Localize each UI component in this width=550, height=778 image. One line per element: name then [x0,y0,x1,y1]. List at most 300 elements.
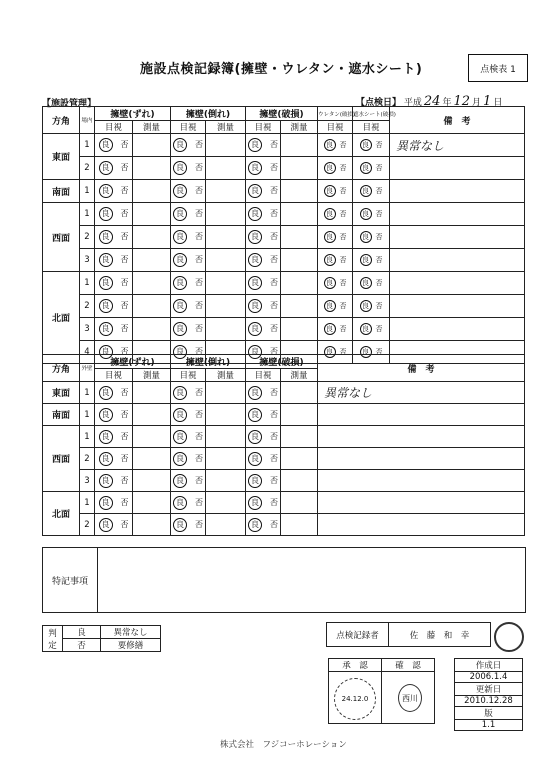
bad-option: 否 [195,278,204,287]
table-row [43,382,525,404]
row-number: 1 [80,203,95,226]
col-fall: 擁壁(倒れ) [171,107,246,121]
bad-option: 否 [195,475,204,485]
circled-good-mark: 良 [173,518,187,532]
circled-good-mark: 良 [173,345,187,359]
col-shift: 擁壁(ずれ) [95,355,171,369]
bad-option: 否 [270,301,279,310]
damage-measure-cell [281,448,318,470]
fall-visual-cell [171,514,206,536]
circled-good-mark: 良 [248,345,262,359]
fall-visual-cell [171,180,206,203]
col-damage: 擁壁(破損) [246,107,318,121]
col-shift: 擁壁(ずれ) [95,107,171,121]
sub-measure: 測量 [133,121,171,134]
bad-option: 否 [375,325,383,333]
bad-option: 否 [270,186,279,195]
row-number: 2 [80,157,95,180]
urethane-visual-cell [318,134,353,157]
urethane-visual-cell [318,295,353,318]
bad-option: 否 [270,278,279,287]
urethane-visual-cell [318,203,353,226]
remark-cell [318,448,525,470]
circled-good-mark: 良 [99,386,113,400]
table-row [43,470,525,492]
confirm-label: 確 認 [382,659,435,672]
col-remarks: 備 考 [318,355,525,382]
circled-good-mark: 良 [99,518,113,532]
circled-good-mark: 良 [99,276,113,290]
created-date: 2006.1.4 [455,672,523,683]
row-number: 3 [80,470,95,492]
urethane-visual-cell [318,249,353,272]
damage-measure-cell [281,226,318,249]
bad-option: 否 [339,164,347,172]
damage-visual-cell [246,203,281,226]
bad-option: 否 [339,210,347,218]
damage-visual-cell [246,404,281,426]
month-unit: 月 [472,98,482,108]
bad-option: 否 [120,301,129,310]
shift-measure-cell [133,318,171,341]
circled-good-mark: 良 [360,323,372,335]
edition-label: 版 [455,707,523,720]
judgement-legend [42,625,161,652]
inspector-label: 点検記録者 [327,623,389,647]
bad-option: 否 [120,387,129,397]
bad-option: 否 [195,453,204,463]
circled-good-mark: 良 [248,474,262,488]
legend-judge-1: 判 [48,628,57,639]
sub-measure: 測量 [206,369,246,382]
remark-text: 異常なし [318,382,525,404]
legend-judge [43,626,63,652]
damage-measure-cell [281,203,318,226]
bad-option: 否 [270,347,279,356]
row-number: 2 [80,226,95,249]
row-number: 1 [80,492,95,514]
circled-good-mark: 良 [248,138,262,152]
fall-measure-cell [206,382,246,404]
shift-visual-cell [95,448,133,470]
circled-good-mark: 良 [173,322,187,336]
bad-option: 否 [120,163,129,172]
damage-visual-cell [246,382,281,404]
table-row [43,180,525,203]
company-name: 株式会社 フジコーホレーション [220,740,347,750]
circled-good-mark: 良 [248,299,262,313]
circled-good-mark: 良 [173,496,187,510]
table-row [43,226,525,249]
bad-option: 否 [195,301,204,310]
shift-visual-cell [95,134,133,157]
direction-label: 南面 [43,404,80,426]
circled-good-mark: 良 [173,276,187,290]
circled-good-mark: 良 [248,430,262,444]
sheet-visual-cell [353,226,390,249]
legend-bad-meaning: 要修繕 [101,639,161,652]
inspector-table [326,622,491,647]
fall-visual-cell [171,272,206,295]
inspection-table-inner [42,106,525,364]
fall-visual-cell [171,470,206,492]
circled-good-mark: 良 [99,161,113,175]
fall-visual-cell [171,295,206,318]
bad-option: 否 [195,409,204,419]
urethane-visual-cell [318,318,353,341]
circled-good-mark: 良 [324,254,336,266]
remark-cell [318,426,525,448]
bad-option: 否 [120,232,129,241]
sub-visual: 目視 [353,121,390,134]
sub-visual: 目視 [95,121,133,134]
table-row [43,404,525,426]
shift-measure-cell [133,249,171,272]
sub-visual: 目視 [246,121,281,134]
legend-judge-2: 定 [48,640,57,651]
circled-good-mark: 良 [248,322,262,336]
circled-good-mark: 良 [248,452,262,466]
shift-visual-cell [95,514,133,536]
circled-good-mark: 良 [173,452,187,466]
circled-good-mark: 良 [248,253,262,267]
shift-measure-cell [133,470,171,492]
circled-good-mark: 良 [99,496,113,510]
shift-measure-cell [133,157,171,180]
remark-cell [318,470,525,492]
row-number: 4 [80,341,95,364]
circled-good-mark: 良 [360,208,372,220]
bad-option: 否 [375,233,383,241]
bad-option: 否 [270,519,279,529]
fall-visual-cell [171,448,206,470]
fall-measure-cell [206,295,246,318]
circled-good-mark: 良 [248,184,262,198]
sheet-number-box [468,54,528,82]
circled-good-mark: 良 [99,184,113,198]
circled-good-mark: 良 [173,430,187,444]
circled-good-mark: 良 [360,162,372,174]
bad-option: 否 [195,186,204,195]
circled-good-mark: 良 [324,323,336,335]
bad-option: 否 [195,163,204,172]
circled-good-mark: 良 [360,300,372,312]
fall-visual-cell [171,492,206,514]
approval-date-stamp [334,678,376,720]
bad-option: 否 [339,187,347,195]
damage-visual-cell [246,134,281,157]
fall-visual-cell [171,203,206,226]
fall-visual-cell [171,426,206,448]
updated-date: 2010.12.28 [455,696,523,707]
bad-option: 否 [270,475,279,485]
shift-measure-cell [133,448,171,470]
damage-measure-cell [281,492,318,514]
row-number: 1 [80,404,95,426]
circled-good-mark: 良 [99,430,113,444]
remark-text: 異常なし [390,134,525,157]
circled-good-mark: 良 [360,277,372,289]
circled-good-mark: 良 [99,474,113,488]
damage-measure-cell [281,426,318,448]
legend-bad: 否 [63,639,101,652]
bad-option: 否 [339,279,347,287]
circled-good-mark: 良 [248,276,262,290]
damage-visual-cell [246,470,281,492]
bad-option: 否 [339,141,347,149]
circled-good-mark: 良 [173,299,187,313]
col-damage: 擁壁(破損) [246,355,318,369]
row-number: 2 [80,295,95,318]
row-number: 1 [80,180,95,203]
circled-good-mark: 良 [173,207,187,221]
circled-good-mark: 良 [173,474,187,488]
sub-visual: 目視 [318,121,353,134]
shift-visual-cell [95,426,133,448]
bad-option: 否 [120,497,129,507]
special-notes-box [42,547,526,613]
remark-cell [318,404,525,426]
table-row [43,203,525,226]
sheet-visual-cell [353,318,390,341]
sheet-number: 点検表 1 [480,64,516,75]
remark-cell [390,157,525,180]
bad-option: 否 [120,186,129,195]
bad-option: 否 [270,453,279,463]
updated-label: 更新日 [455,683,523,696]
circled-good-mark: 良 [324,231,336,243]
damage-visual-cell [246,426,281,448]
direction-label: 北面 [43,272,80,364]
circled-good-mark: 良 [173,184,187,198]
direction-label: 西面 [43,426,80,492]
fall-visual-cell [171,382,206,404]
row-number: 1 [80,382,95,404]
bad-option: 否 [339,325,347,333]
circled-good-mark: 良 [248,230,262,244]
damage-visual-cell [246,514,281,536]
bad-option: 否 [375,210,383,218]
remark-cell [390,295,525,318]
approve-label: 承 認 [329,659,382,672]
shift-visual-cell [95,203,133,226]
circled-good-mark: 良 [173,161,187,175]
shift-measure-cell [133,492,171,514]
damage-measure-cell [281,295,318,318]
damage-visual-cell [246,295,281,318]
damage-measure-cell [281,514,318,536]
circled-good-mark: 良 [248,496,262,510]
circled-good-mark: 良 [324,139,336,151]
remark-cell [390,180,525,203]
damage-measure-cell [281,382,318,404]
circled-good-mark: 良 [99,230,113,244]
bad-option: 否 [270,140,279,149]
row-number: 1 [80,426,95,448]
sheet-visual-cell [353,203,390,226]
bad-option: 否 [375,302,383,310]
fall-measure-cell [206,470,246,492]
col-sheet: 遮水シート(破損) [353,107,390,121]
damage-visual-cell [246,157,281,180]
circled-good-mark: 良 [99,322,113,336]
circled-good-mark: 良 [173,408,187,422]
remark-cell [390,272,525,295]
bad-option: 否 [375,348,383,356]
circled-good-mark: 良 [360,231,372,243]
fall-measure-cell [206,226,246,249]
bad-option: 否 [375,279,383,287]
damage-measure-cell [281,318,318,341]
bad-option: 否 [120,475,129,485]
fall-visual-cell [171,134,206,157]
circled-good-mark: 良 [324,277,336,289]
shift-visual-cell [95,382,133,404]
sub-visual: 目視 [171,369,206,382]
shift-measure-cell [133,134,171,157]
damage-measure-cell [281,157,318,180]
circled-good-mark: 良 [173,138,187,152]
table-row [43,249,525,272]
col-fall: 擁壁(倒れ) [171,355,246,369]
circled-good-mark: 良 [360,346,372,358]
day-value: 1 [483,94,492,109]
day-unit: 日 [493,98,503,108]
fall-visual-cell [171,404,206,426]
bad-option: 否 [270,409,279,419]
col-direction: 方角 [43,355,80,382]
circled-good-mark: 良 [99,345,113,359]
bad-option: 否 [195,140,204,149]
page-title: 施設点検記録簿(擁壁・ウレタン・遮水シート) [140,62,423,77]
circled-good-mark: 良 [324,346,336,358]
circled-good-mark: 良 [99,207,113,221]
circled-good-mark: 良 [248,408,262,422]
col-outer: 外壁 [80,355,95,382]
table-row [43,134,525,157]
fall-measure-cell [206,134,246,157]
row-number: 3 [80,318,95,341]
shift-measure-cell [133,180,171,203]
bad-option: 否 [195,387,204,397]
fall-measure-cell [206,492,246,514]
shift-measure-cell [133,295,171,318]
bad-option: 否 [270,497,279,507]
fall-measure-cell [206,272,246,295]
fall-visual-cell [171,318,206,341]
bad-option: 否 [195,209,204,218]
circled-good-mark: 良 [99,299,113,313]
bad-option: 否 [270,255,279,264]
remark-cell [318,492,525,514]
bad-option: 否 [375,141,383,149]
damage-visual-cell [246,448,281,470]
circled-good-mark: 良 [324,208,336,220]
damage-measure-cell [281,470,318,492]
confirm-seal-name: 西川 [402,693,418,703]
row-number: 1 [80,272,95,295]
sub-visual: 目視 [171,121,206,134]
sub-measure: 測量 [206,121,246,134]
fall-visual-cell [171,249,206,272]
damage-measure-cell [281,249,318,272]
bad-option: 否 [375,187,383,195]
era: 平成 [403,98,422,108]
shift-visual-cell [95,226,133,249]
year-value: 24 [423,94,441,109]
sheet-visual-cell [353,249,390,272]
damage-measure-cell [281,272,318,295]
table-row [43,448,525,470]
col-remarks: 備 考 [390,107,525,134]
stamp-date: 24.12.0 [341,695,369,703]
direction-label: 東面 [43,134,80,180]
circled-good-mark: 良 [360,139,372,151]
direction-label: 西面 [43,203,80,272]
shift-visual-cell [95,492,133,514]
bad-option: 否 [375,164,383,172]
bad-option: 否 [120,347,129,356]
row-number: 3 [80,249,95,272]
month-value: 12 [453,94,471,109]
circled-good-mark: 良 [248,207,262,221]
sub-measure: 測量 [281,121,318,134]
damage-visual-cell [246,249,281,272]
circled-good-mark: 良 [324,300,336,312]
urethane-visual-cell [318,226,353,249]
facility-section-label: 【施設管理】 [42,99,97,109]
circled-good-mark: 良 [360,254,372,266]
damage-visual-cell [246,318,281,341]
bad-option: 否 [120,324,129,333]
bad-option: 否 [195,431,204,441]
bad-option: 否 [339,256,347,264]
edition-value: 1.1 [455,720,523,731]
damage-visual-cell [246,272,281,295]
shift-measure-cell [133,514,171,536]
bad-option: 否 [120,453,129,463]
circled-good-mark: 良 [324,162,336,174]
shift-visual-cell [95,249,133,272]
confirm-seal [398,684,422,712]
bad-option: 否 [195,255,204,264]
fall-visual-cell [171,157,206,180]
shift-measure-cell [133,272,171,295]
circled-good-mark: 良 [248,386,262,400]
table-row [43,426,525,448]
fall-measure-cell [206,404,246,426]
table-row [43,514,525,536]
circled-good-mark: 良 [99,253,113,267]
remark-cell [318,514,525,536]
direction-label: 北面 [43,492,80,536]
fall-measure-cell [206,249,246,272]
table-row [43,492,525,514]
remark-cell [390,203,525,226]
bad-option: 否 [195,347,204,356]
damage-visual-cell [246,226,281,249]
shift-measure-cell [133,203,171,226]
urethane-visual-cell [318,157,353,180]
bad-option: 否 [120,431,129,441]
shift-visual-cell [95,272,133,295]
col-urethane: ウレタン(破損) [318,107,353,121]
damage-measure-cell [281,134,318,157]
bad-option: 否 [270,431,279,441]
bad-option: 否 [270,324,279,333]
version-table [454,658,523,731]
damage-visual-cell [246,180,281,203]
